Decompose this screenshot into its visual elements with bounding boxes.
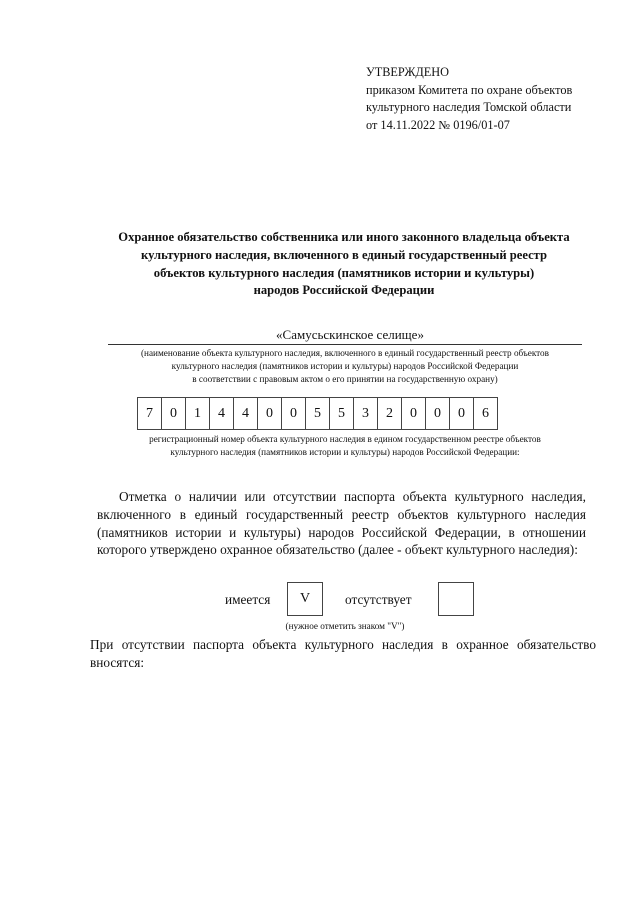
registration-digit-cell: 1 (185, 397, 210, 430)
caption-line: культурного наследия (памятников истории и культуры) народов Российской Федерации (171, 360, 519, 371)
registration-digit-cell: 5 (329, 397, 354, 430)
object-name: «Самусьскинское селище» (276, 327, 424, 342)
registration-digit-cell: 0 (401, 397, 426, 430)
registration-digit-cell: 5 (305, 397, 330, 430)
registration-digit-cell: 0 (281, 397, 306, 430)
title-line: народов Российской Федерации (253, 283, 435, 298)
approval-line: приказом Комитета по охране объектов (366, 82, 573, 97)
registration-digit-cell: 2 (377, 397, 402, 430)
passport-present-checkbox[interactable]: V (287, 582, 323, 616)
title-line: Охранное обязательство собственника или иного законного владельца объекта (118, 230, 570, 244)
approval-line: культурного наследия Томской области (366, 100, 572, 114)
registration-digit-cell: 6 (473, 397, 498, 430)
caption-line: (наименование объекта культурного наследия, включенного в единый государственный реестр объектов (141, 348, 549, 358)
registration-digit-cell: 3 (353, 397, 378, 430)
passport-marks (0, 582, 640, 616)
passport-absent-label: отсутствует (345, 592, 412, 607)
passport-paragraph: Отметка о наличии или отсутствии паспорта объекта культурного наследия, включенного в единый государственный реестр объектов культурного наследия (памятников истории и культуры) народов Российской Федерации, в отношении которого утверждено охранное обязательство (далее - объект культурного наследия): (97, 489, 586, 558)
registration-digit-cell: 4 (209, 397, 234, 430)
registration-digit-cell: 0 (257, 397, 282, 430)
mark-instruction-note: (нужное отметить знаком "V") (285, 621, 405, 631)
passport-absent-checkbox[interactable] (438, 582, 474, 616)
registration-digit-cell: 0 (161, 397, 186, 430)
registration-caption (90, 433, 600, 459)
approval-line: от 14.11.2022 № 0196/01-07 (366, 117, 510, 132)
registration-digit-cell: 4 (233, 397, 258, 430)
passport-present-label: имеется (225, 592, 271, 607)
registration-number (137, 397, 497, 430)
registration-digit-cell: 7 (137, 397, 162, 430)
registration-digit-cell: 0 (425, 397, 450, 430)
approval-stamp (366, 64, 572, 134)
document-title (80, 229, 608, 300)
registration-digit-cell: 0 (449, 397, 474, 430)
object-name-caption (90, 347, 600, 385)
caption-line: культурного наследия (памятников истории и культуры) народов Российской Федерации: (170, 446, 520, 457)
caption-line: регистрационный номер объекта культурного наследия в едином государственном реестре объектов (149, 434, 541, 444)
title-line: объектов культурного наследия (памятников истории и культуры) (153, 265, 535, 280)
title-line: культурного наследия, включенного в единый государственный реестр (141, 247, 547, 262)
caption-line: в соответствии с правовым актом о его принятии на государственную охрану) (192, 373, 498, 384)
absence-paragraph: При отсутствии паспорта объекта культурного наследия в охранное обязательство вносятся: (90, 637, 596, 670)
approval-heading: УТВЕРЖДЕНО (366, 65, 450, 79)
object-name-underline (108, 344, 582, 345)
